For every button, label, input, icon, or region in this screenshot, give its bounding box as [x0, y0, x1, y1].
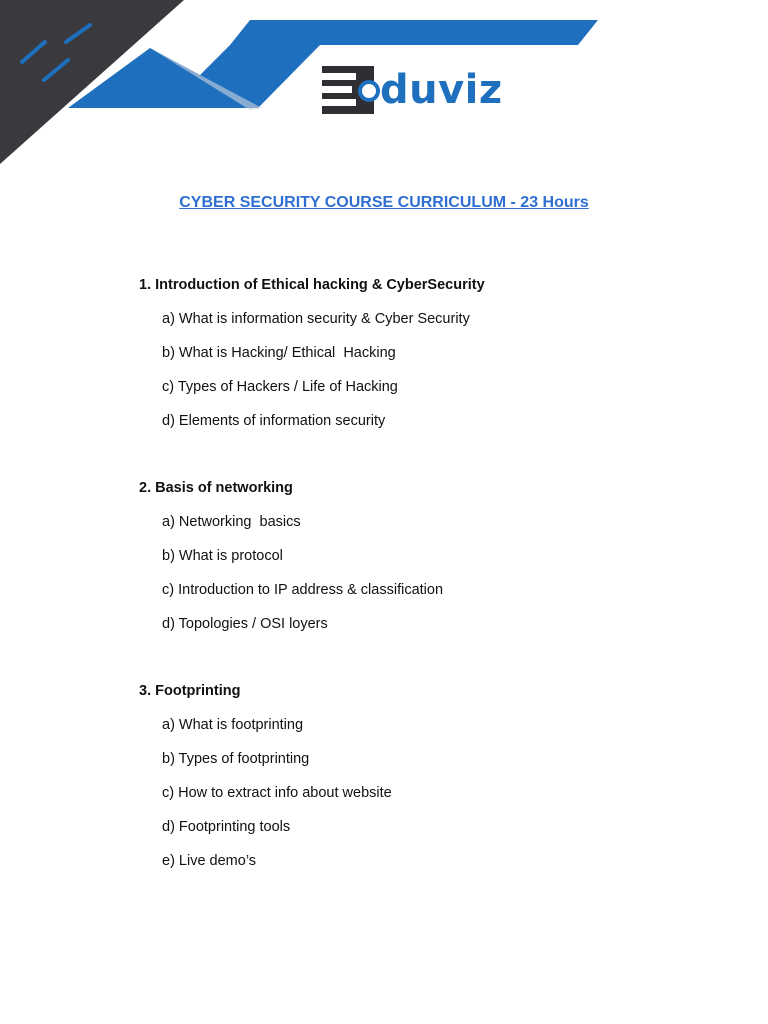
list-item: c) How to extract info about website: [162, 785, 392, 801]
list-item: d) Footprinting tools: [162, 819, 291, 835]
list-item: b) What is protocol: [162, 548, 283, 564]
section-3: [139, 681, 739, 871]
section-1: [139, 275, 739, 431]
list-item: d) Topologies / OSI loyers: [162, 616, 328, 632]
list-item: a) What is information security & Cyber Security: [162, 311, 470, 327]
list-item: c) Types of Hackers / Life of Hacking: [162, 379, 398, 395]
logo-e-mark-icon: [322, 66, 374, 114]
section-heading: 3. Footprinting: [139, 683, 241, 699]
list-item: c) Introduction to IP address & classification: [162, 582, 444, 598]
list-item: a) Networking basics: [162, 514, 301, 530]
section-heading: 1. Introduction of Ethical hacking & CyberSecurity: [139, 277, 485, 293]
list-item: a) What is footprinting: [162, 717, 304, 733]
eduviz-logo: [322, 66, 503, 114]
list-item: b) Types of footprinting: [162, 751, 310, 767]
blue-banner-band: [230, 20, 598, 45]
section-heading: 2. Basis of networking: [139, 480, 293, 496]
section-2: [139, 478, 739, 634]
logo-text: duviz: [380, 67, 503, 113]
list-item: b) What is Hacking/ Ethical Hacking: [162, 345, 396, 361]
list-item: d) Elements of information security: [162, 413, 386, 429]
list-item: e) Live demo’s: [162, 853, 257, 869]
page-title: CYBER SECURITY COURSE CURRICULUM - 23 Hours: [179, 194, 589, 211]
